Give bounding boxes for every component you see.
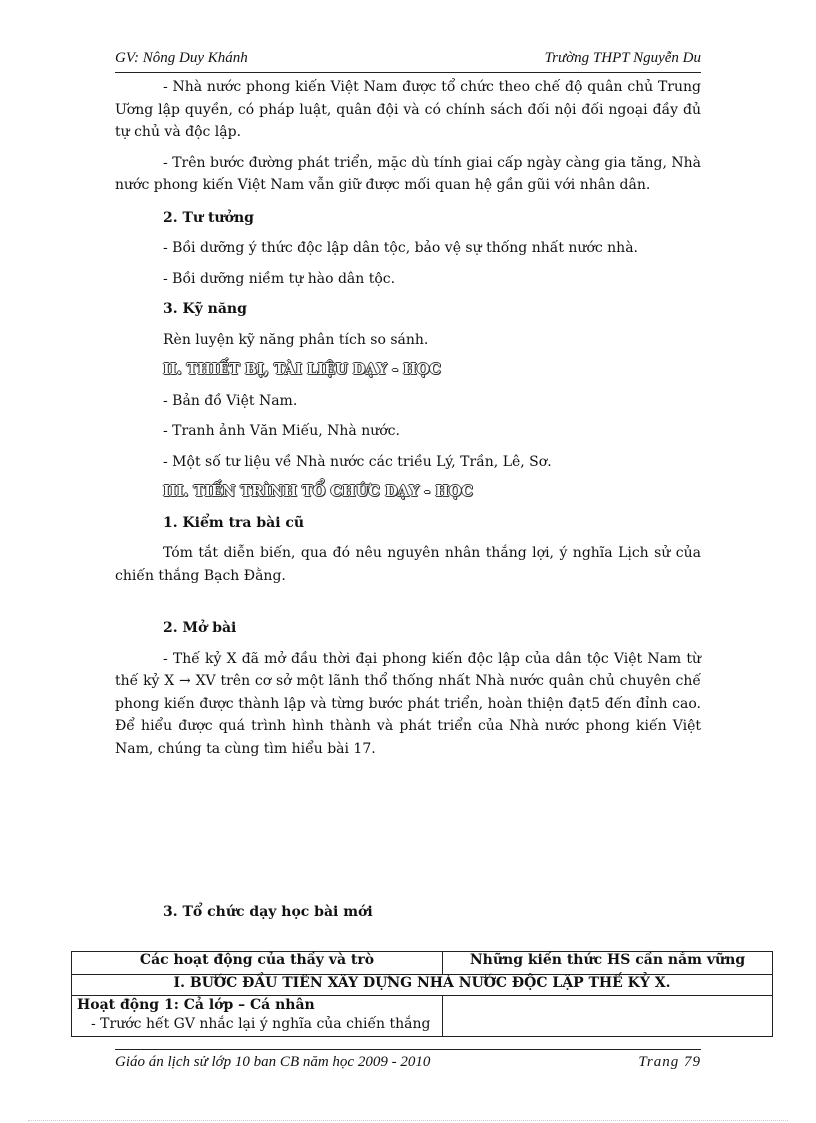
table-header-row bbox=[72, 952, 773, 975]
paragraph-mo-bai: - Thế kỷ X đã mở đầu thời đại phong kiến độc lập của dân tộc Việt Nam từ thế kỷ X → XV trên cơ sở một lãnh thổ thống nhất Nhà nước quân chủ chuyên chế phong kiến được thành lập và từng bước phát triển, hoàn thiện đạt5 đến đỉnh cao. Để hiểu được quá trình hình thành và phát triển của Nhà nước phong kiến Việt Nam, chúng ta cùng tìm hiểu bài 17. bbox=[115, 650, 701, 757]
table-row bbox=[72, 975, 773, 996]
paragraph-ky-nang: Rèn luyện kỹ năng phân tích so sánh. bbox=[163, 331, 429, 348]
list-item-thiet-bi-3: - Một số tư liệu về Nhà nước các triều Lý, Trần, Lê, Sơ. bbox=[163, 453, 552, 470]
paragraph-development: - Trên bước đường phát triển, mặc dù tính giai cấp ngày càng gia tăng, Nhà nước phong kiến Việt Nam vẫn giữ được mối quan hệ gần gũi với nhân dân. bbox=[115, 154, 701, 193]
header-school: Trường THPT Nguyễn Du bbox=[544, 50, 701, 66]
heading-thiet-bi: II. THIẾT BỊ, TÀI LIỆU DẠY - HỌC bbox=[163, 361, 441, 378]
footer-course: Giáo án lịch sử lớp 10 ban CB năm học 2009 - 2010 bbox=[115, 1054, 431, 1070]
list-item-thiet-bi-1: - Bản đồ Việt Nam. bbox=[163, 392, 298, 409]
table-section-row: I. BƯỚC ĐẦU TIÊN XÂY DỰNG NHÀ NƯỚC ĐỘC LẬP THẾ KỶ X. bbox=[72, 975, 773, 996]
list-item-tu-tuong-2: - Bồi dưỡng niềm tự hào dân tộc. bbox=[163, 270, 396, 287]
activity-text: - Trước hết GV nhắc lại ý nghĩa của chiến thắng bbox=[91, 1016, 431, 1032]
page-header bbox=[115, 50, 701, 72]
activity-title: Hoạt động 1: Cả lớp – Cá nhân bbox=[77, 997, 315, 1013]
paragraph-organization: - Nhà nước phong kiến Việt Nam được tổ chức theo chế độ quân chủ Trung Ương lập quyền, có pháp luật, quân đội và có chính sách đối nội đối ngoại đầy đủ tự chủ và độc lập. bbox=[115, 79, 701, 140]
footer-rule bbox=[115, 1049, 701, 1050]
heading-mo-bai: 2. Mở bài bbox=[163, 620, 237, 636]
heading-kiem-tra: 1. Kiểm tra bài cũ bbox=[163, 514, 305, 531]
page-edge-divider bbox=[28, 1120, 788, 1121]
table-row bbox=[72, 996, 773, 1037]
footer-page-number: Trang 79 bbox=[638, 1054, 701, 1070]
heading-tu-tuong: 2. Tư tưởng bbox=[163, 209, 254, 226]
list-item-tu-tuong-1: - Bồi dưỡng ý thức độc lập dân tộc, bảo vệ sự thống nhất nước nhà. bbox=[163, 240, 638, 256]
document-body bbox=[115, 76, 701, 760]
table-knowledge-cell bbox=[443, 996, 773, 1037]
heading-to-chuc-day-hoc: 3. Tổ chức dạy học bài mới bbox=[163, 904, 373, 920]
table-header-activities: Các hoạt động của thầy và trò bbox=[72, 952, 443, 975]
header-rule bbox=[115, 72, 701, 73]
list-item-thiet-bi-2: - Tranh ảnh Văn Miếu, Nhà nước. bbox=[163, 423, 400, 439]
table-header-knowledge: Những kiến thức HS cần nắm vững bbox=[443, 952, 773, 975]
heading-tien-trinh: III. TIẾN TRÌNH TỔ CHỨC DẠY - HỌC bbox=[163, 483, 474, 500]
header-author: GV: Nông Duy Khánh bbox=[115, 50, 248, 66]
table-activity-cell bbox=[72, 996, 443, 1037]
heading-ky-nang: 3. Kỹ năng bbox=[163, 301, 247, 317]
lesson-table bbox=[71, 951, 773, 1037]
paragraph-kiem-tra: Tóm tắt diễn biến, qua đó nêu nguyên nhân thắng lợi, ý nghĩa Lịch sử của chiến thắng Bạch Đằng. bbox=[115, 545, 701, 584]
